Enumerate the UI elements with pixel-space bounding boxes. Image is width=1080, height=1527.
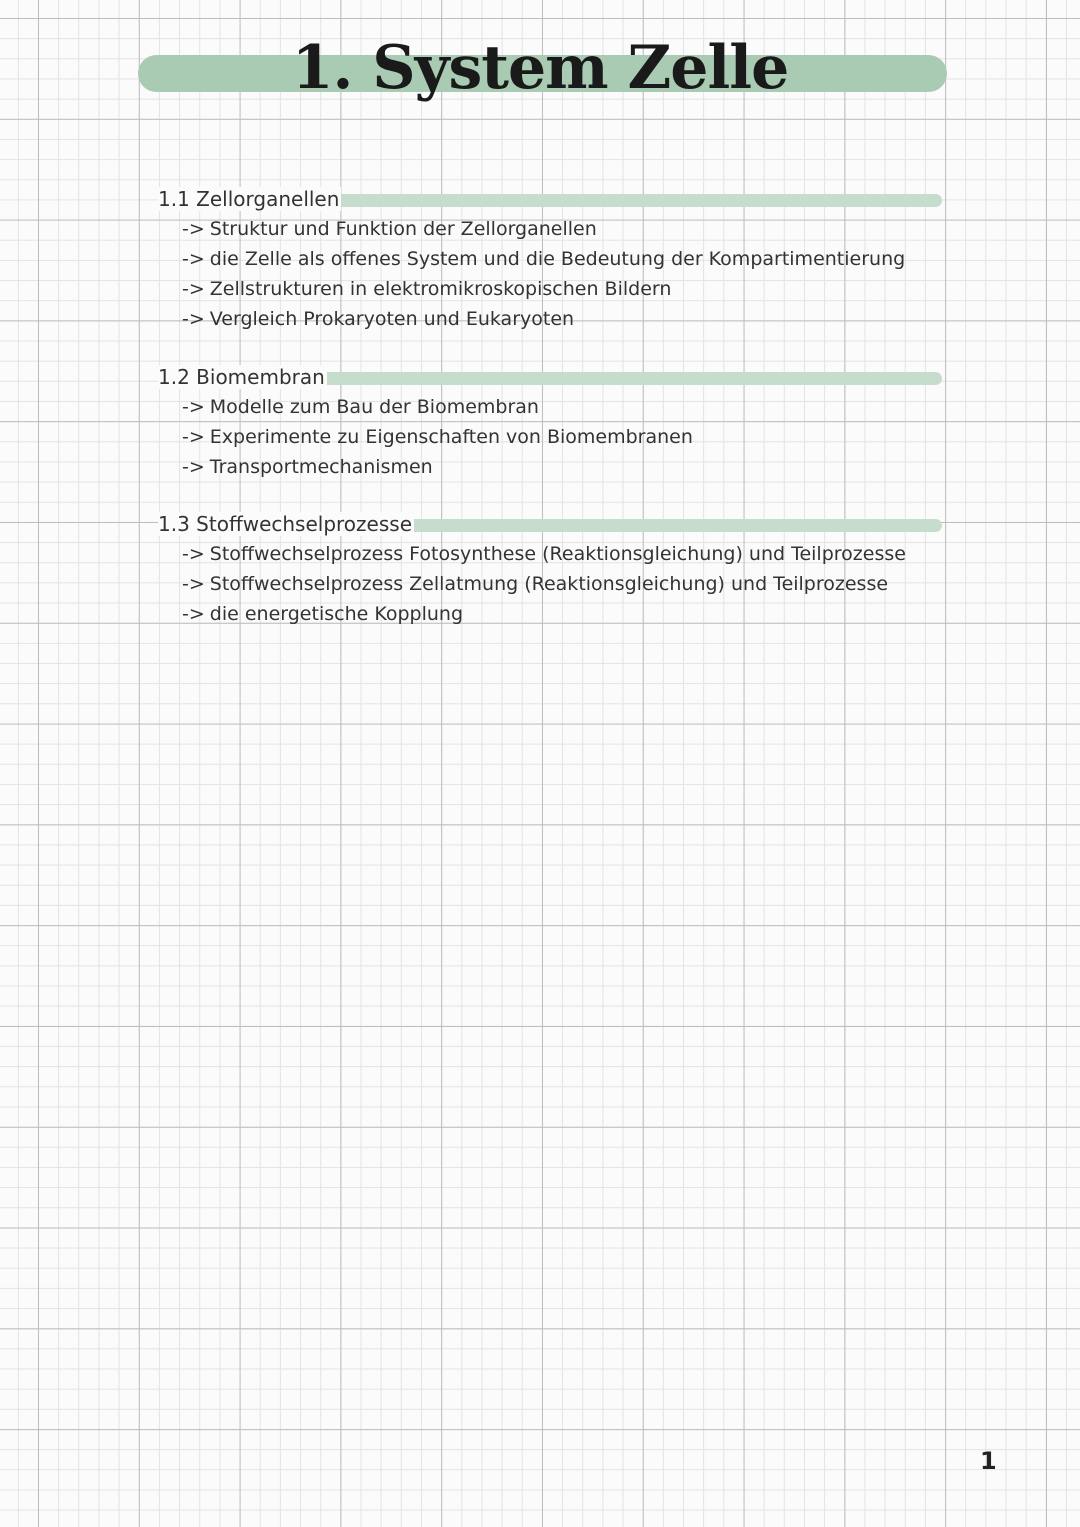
list-item-text: Modelle zum Bau der Biomembran bbox=[209, 396, 539, 418]
page-title: 1. System Zelle bbox=[291, 33, 789, 103]
list-item-text: die energetische Kopplung bbox=[209, 603, 464, 625]
section-zellorganellen bbox=[158, 184, 942, 334]
section-highlight-bar bbox=[394, 519, 942, 532]
arrow-icon: -> bbox=[182, 456, 205, 478]
section-heading: 1.1 Zellorganellen bbox=[158, 187, 340, 211]
list-item-text: Transportmechanismen bbox=[209, 456, 433, 478]
list-item bbox=[182, 244, 942, 274]
section-biomembran bbox=[158, 362, 942, 482]
list-item bbox=[182, 304, 942, 334]
bullet-list bbox=[158, 539, 942, 629]
arrow-icon: -> bbox=[182, 248, 205, 270]
section-highlight-bar bbox=[316, 194, 942, 207]
section-heading: 1.2 Biomembran bbox=[158, 365, 325, 389]
list-item bbox=[182, 422, 942, 452]
list-item bbox=[182, 539, 942, 569]
list-item bbox=[182, 452, 942, 482]
list-item-text: Experimente zu Eigenschaften von Biomembranen bbox=[209, 426, 693, 448]
section-stoffwechselprozesse bbox=[158, 509, 942, 629]
page-number: 1 bbox=[980, 1447, 997, 1475]
arrow-icon: -> bbox=[182, 573, 205, 595]
bullet-list bbox=[158, 392, 942, 482]
arrow-icon: -> bbox=[182, 396, 205, 418]
section-heading-row bbox=[158, 184, 942, 214]
section-heading-row bbox=[158, 362, 942, 392]
list-item bbox=[182, 274, 942, 304]
list-item bbox=[182, 214, 942, 244]
list-item-text: Stoffwechselprozess Zellatmung (Reaktionsgleichung) und Teilprozesse bbox=[209, 573, 889, 595]
list-item-text: Stoffwechselprozess Fotosynthese (Reaktionsgleichung) und Teilprozesse bbox=[209, 543, 906, 565]
arrow-icon: -> bbox=[182, 603, 205, 625]
arrow-icon: -> bbox=[182, 426, 205, 448]
bullet-list bbox=[158, 214, 942, 334]
section-highlight-bar bbox=[304, 372, 942, 385]
list-item bbox=[182, 599, 942, 629]
section-heading-row bbox=[158, 509, 942, 539]
section-heading: 1.3 Stoffwechselprozesse bbox=[158, 512, 412, 536]
arrow-icon: -> bbox=[182, 218, 205, 240]
arrow-icon: -> bbox=[182, 543, 205, 565]
arrow-icon: -> bbox=[182, 308, 205, 330]
arrow-icon: -> bbox=[182, 278, 205, 300]
list-item-text: Zellstrukturen in elektromikroskopischen Bildern bbox=[209, 278, 672, 300]
list-item-text: Vergleich Prokaryoten und Eukaryoten bbox=[209, 308, 575, 330]
list-item-text: Struktur und Funktion der Zellorganellen bbox=[209, 218, 597, 240]
list-item bbox=[182, 392, 942, 422]
list-item bbox=[182, 569, 942, 599]
list-item-text: die Zelle als offenes System und die Bedeutung der Kompartimentierung bbox=[209, 248, 906, 270]
